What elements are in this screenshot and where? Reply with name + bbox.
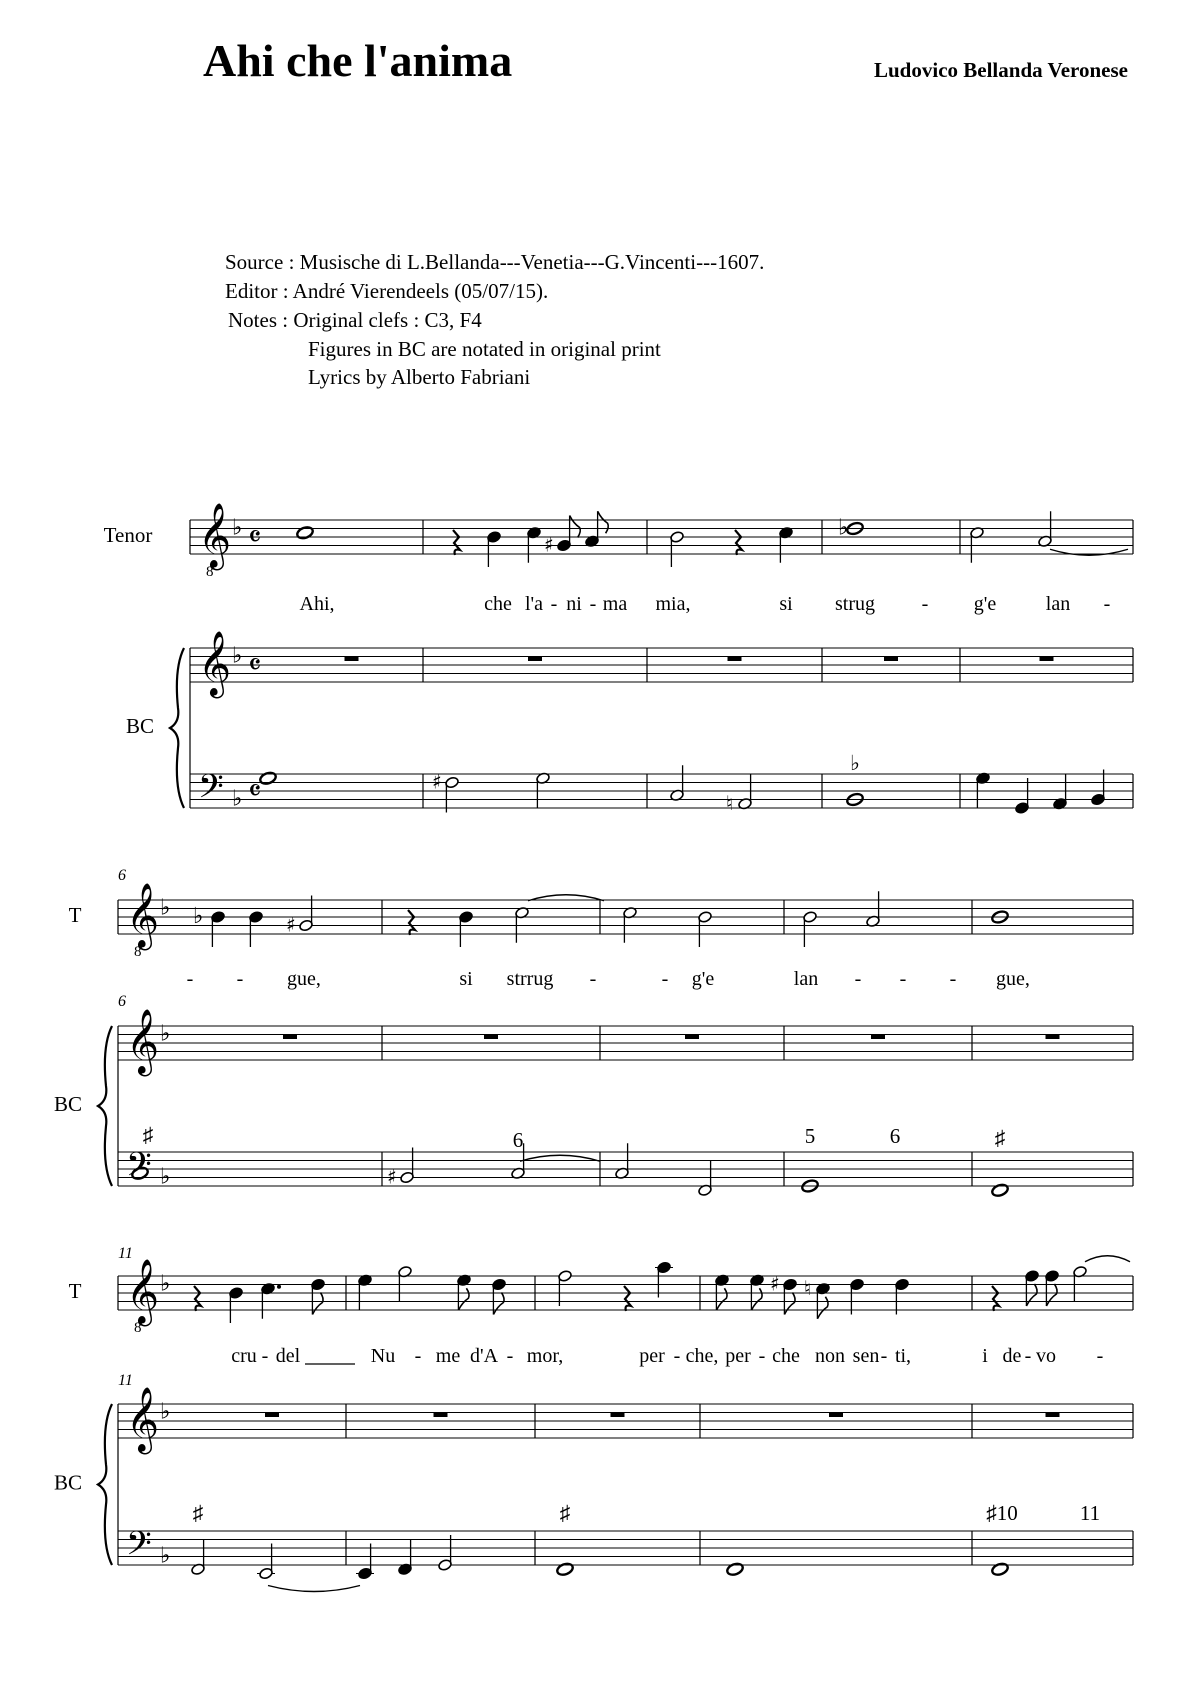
piece-title: Ahi che l'anima [203, 35, 513, 86]
bass-figure: 6 [512, 1128, 524, 1152]
whole-note [259, 771, 277, 786]
whole-rest [1046, 1413, 1060, 1418]
grand-staff-brace [98, 1026, 112, 1186]
flat-icon: ♭ [838, 515, 849, 541]
flat-icon: ♭ [160, 1271, 171, 1297]
eighth-flag [751, 1288, 762, 1310]
tie [1085, 1256, 1130, 1262]
bc-treble-staff [118, 1404, 1133, 1438]
grand-staff-brace [170, 648, 184, 808]
lyric-syllable: si [459, 968, 473, 990]
bass-figure: ♯ [192, 1501, 204, 1525]
whole-rest [265, 1413, 279, 1418]
flat-icon: ♭ [160, 1164, 171, 1190]
sharp-icon: ♯ [770, 1271, 780, 1296]
composer-name: Ludovico Bellanda Veronese [874, 58, 1128, 82]
lyric-syllable: g'e [973, 593, 997, 615]
lyric-syllable: gue, [287, 968, 321, 990]
bass-figure: ♯ [559, 1501, 571, 1525]
sharp-icon: ♯ [432, 769, 442, 794]
lyric-syllable: - [414, 1345, 422, 1367]
bass-figure: ♯10 [986, 1501, 1018, 1525]
natural-icon: ♮ [804, 1275, 812, 1300]
whole-note [991, 1562, 1009, 1577]
flat-icon: ♭ [160, 1021, 171, 1047]
whole-rest [611, 1413, 625, 1418]
bass-figure: ♯ [994, 1126, 1006, 1150]
eighth-flag [817, 1297, 828, 1319]
lyric-syllable: d'A [469, 1345, 499, 1367]
whole-rest [434, 1413, 448, 1418]
bass-figure: 11 [1079, 1501, 1101, 1525]
lyric-syllable: - [589, 968, 597, 990]
lyric-syllable: - [673, 1345, 681, 1367]
flat-icon: ♭ [232, 515, 243, 541]
measure-number: 6 [118, 867, 126, 884]
quarter-rest [453, 530, 460, 555]
whole-rest [884, 657, 898, 662]
bass-clef-icon: 𝄢 [126, 1146, 152, 1192]
tie [268, 1586, 360, 1592]
whole-note [296, 525, 314, 540]
whole-rest [1046, 1035, 1060, 1040]
lyric-syllable: per [725, 1345, 751, 1367]
common-time-icon: 𝄴 [248, 774, 262, 809]
flat-icon: ♭ [160, 1399, 171, 1425]
lyric-syllable: - [550, 593, 558, 615]
whole-note [556, 1562, 574, 1577]
bass-figure: ♭ [850, 751, 860, 775]
lyric-syllable: - [899, 968, 907, 990]
lyric-syllable: non [815, 1345, 845, 1367]
bc-label: BC [53, 1470, 83, 1495]
lyric-syllable: g'e [691, 968, 715, 990]
whole-rest [484, 1035, 498, 1040]
bc-label: BC [125, 714, 155, 738]
lyric-syllable: - [661, 968, 669, 990]
treble-clef-icon: 𝄞 [198, 503, 232, 568]
bass-clef-icon: 𝄢 [126, 1525, 152, 1571]
whole-rest [829, 1413, 843, 1418]
eighth-flag [784, 1293, 795, 1315]
whole-note [726, 1562, 744, 1577]
sharp-icon: ♯ [286, 912, 296, 937]
eighth-flag [312, 1293, 323, 1315]
eighth-flag [493, 1293, 504, 1315]
quarter-rest [194, 1286, 201, 1311]
lyric-syllable: - [854, 968, 862, 990]
lyric-syllable: - [921, 593, 929, 615]
lyric-syllable: l'a [524, 593, 544, 615]
bc-treble-staff [118, 1026, 1133, 1060]
flat-icon: ♭ [232, 643, 243, 669]
lyric-syllable: - [186, 968, 194, 990]
lyric-syllable: per [639, 1345, 665, 1367]
lyric-syllable: ma [602, 593, 628, 615]
tenor-label: T [68, 1279, 82, 1303]
lyric-syllable: ni [566, 593, 582, 615]
lyric-syllable: lan [1045, 593, 1071, 615]
natural-icon: ♮ [726, 790, 734, 815]
lyric-syllable: si [779, 593, 793, 615]
grand-staff-brace [98, 1404, 112, 1565]
lyric-syllable: che [772, 1345, 800, 1367]
bc-label: BC [53, 1092, 83, 1116]
eighth-flag [1026, 1284, 1037, 1306]
lyric-syllable: Nu [370, 1345, 396, 1367]
tenor-label: Tenor [103, 523, 153, 547]
bass-clef-icon: 𝄢 [198, 768, 224, 814]
bc-bass-staff [190, 774, 1133, 808]
flat-icon: ♭ [232, 786, 243, 812]
lyric-syllable: - [589, 593, 597, 615]
lyric-syllable: - [880, 1345, 888, 1367]
lyric-syllable: sen [852, 1345, 880, 1367]
treble-clef-icon: 𝄞 [126, 1387, 160, 1452]
whole-rest [345, 657, 359, 662]
lyric-syllable: che, [685, 1345, 719, 1367]
whole-rest [871, 1035, 885, 1040]
whole-rest [283, 1035, 297, 1040]
notes-figures-line: Figures in BC are notated in original print [308, 337, 661, 361]
tenor-label: T [68, 903, 82, 927]
tenor-staff [190, 520, 1133, 554]
lyric-syllable: - [261, 1345, 269, 1367]
whole-rest [685, 1035, 699, 1040]
flat-icon: ♭ [160, 1543, 171, 1569]
augmentation-dot [277, 1285, 281, 1289]
bass-figure: ♯ [142, 1123, 154, 1147]
sharp-icon: ♯ [387, 1164, 397, 1189]
source-line: Source : Musische di L.Bellanda---Venetia---G.Vincenti---1607. [225, 250, 765, 274]
lyric-syllable: - [1096, 1345, 1104, 1367]
treble-clef-icon: 𝄞 [126, 883, 160, 948]
clef-octave-mark: 8 [134, 944, 142, 960]
lyric-syllable: - [506, 1345, 514, 1367]
eighth-flag [1046, 1284, 1057, 1306]
lyric-syllable: - [236, 968, 244, 990]
lyric-syllable: che [484, 593, 512, 615]
bass-figure: 5 [804, 1124, 816, 1148]
measure-number: 11 [118, 1245, 133, 1262]
lyric-syllable: de [1002, 1345, 1022, 1367]
common-time-icon: 𝄴 [248, 648, 262, 683]
lyric-syllable: - [1103, 593, 1111, 615]
lyric-syllable: strug [835, 593, 875, 615]
quarter-rest [408, 910, 415, 935]
whole-note [991, 1183, 1009, 1198]
lyric-syllable: mia, [655, 593, 691, 615]
lyric-syllable: cru [231, 1345, 257, 1367]
notes-line: Notes : Original clefs : C3, F4 [228, 308, 482, 332]
measure-number: 11 [118, 1372, 133, 1389]
treble-clef-icon: 𝄞 [126, 1009, 160, 1074]
eighth-flag [598, 511, 609, 533]
lyric-syllable: ti, [894, 1345, 912, 1367]
eighth-flag [458, 1288, 469, 1310]
flat-icon: ♭ [160, 895, 171, 921]
lyric-syllable: - [758, 1345, 766, 1367]
lyric-syllable: lan [793, 968, 819, 990]
lyric-syllable: - [1024, 1345, 1032, 1367]
clef-octave-mark: 8 [134, 1320, 142, 1336]
quarter-rest [992, 1286, 999, 1311]
eighth-flag [716, 1288, 727, 1310]
lyric-syllable: del [275, 1345, 301, 1367]
measure-number: 6 [118, 993, 126, 1010]
flat-icon: ♭ [193, 904, 204, 929]
whole-rest [528, 657, 542, 662]
quarter-rest [735, 530, 742, 555]
treble-clef-icon: 𝄞 [198, 631, 232, 696]
bc-bass-staff [118, 1531, 1133, 1565]
editor-line: Editor : André Vierendeels (05/07/15). [225, 279, 549, 303]
lyric-syllable: vo [1036, 1345, 1056, 1367]
eighth-flag [570, 516, 581, 538]
lyric-syllable: i [982, 1345, 988, 1367]
notes-lyrics-line: Lyrics by Alberto Fabriani [308, 365, 531, 389]
lyric-word: Ahi, [299, 593, 335, 615]
sharp-icon: ♯ [544, 532, 554, 557]
quarter-rest [624, 1286, 631, 1311]
whole-rest [728, 657, 742, 662]
bc-treble-staff [190, 648, 1133, 682]
common-time-icon: 𝄴 [248, 520, 262, 555]
whole-rest [1040, 657, 1054, 662]
lyric-syllable: mor, [526, 1345, 564, 1367]
lyric-syllable: gue, [996, 968, 1030, 990]
lyric-syllable: strrug [506, 968, 554, 990]
bass-figure: 6 [889, 1124, 901, 1148]
lyric-syllable: - [949, 968, 957, 990]
treble-clef-icon: 𝄞 [126, 1259, 160, 1324]
lyric-syllable: me [435, 1345, 461, 1367]
clef-octave-mark: 8 [206, 564, 214, 580]
